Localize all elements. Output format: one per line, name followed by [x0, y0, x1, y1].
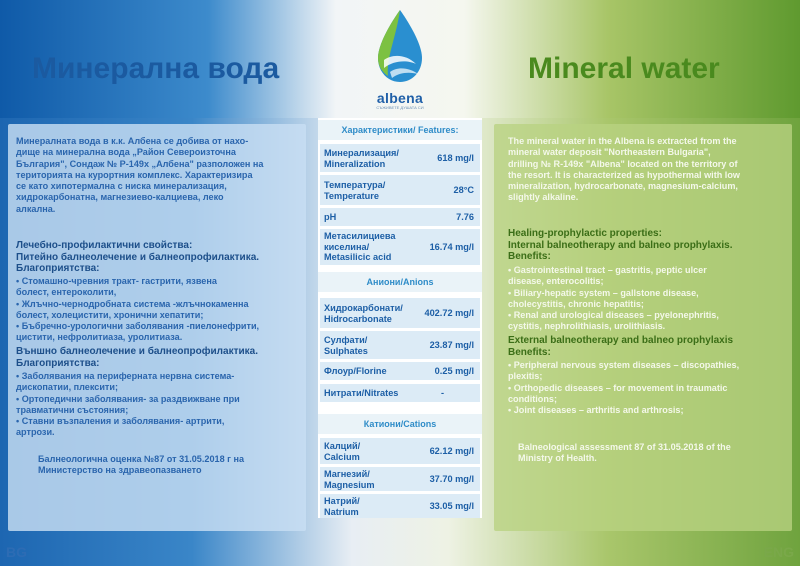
table-row: Флоур/Florine 0.25 mg/l	[320, 362, 480, 380]
table-row: Хидрокарбонати/ Hidrocarbonate 402.72 mg/l	[320, 298, 480, 328]
language-label-bg: BG	[6, 544, 27, 560]
en-list-external: • Peripheral nervous system diseases – discopathies, plexitis; • Orthopedic diseases – for movement in traumatic conditions; • Joint diseases – arthritis and arthrosis;	[508, 360, 740, 416]
language-label-en: ENG	[763, 544, 794, 560]
table-row: Калций/ Calcium 62.12 mg/l	[320, 438, 480, 464]
logo-tagline: СЪЖИВЕТЕ ДУШАТА СИ	[376, 105, 424, 110]
bg-list-external: • Заболявания на периферната нервна система- дископатии, плексити; • Ортопедични заболявания- за раздвижване при травматични състояния; • Ставни възпаления и заболявания- артрити, артрози.	[16, 371, 240, 438]
table-row: Сулфати/ Sulphates 23.87 mg/l	[320, 331, 480, 359]
en-list-internal: • Gastrointestinal tract – gastritis, peptic ulcer disease, enterocolitis; • Biliary-hepatic system – gallstone disease, cholecystitis, chronic hepatitis; • Renal and urological diseases – pyelonephritis, cystitis, nephrolithiasis, urolithiasis.	[508, 265, 719, 332]
table-row: Нитрати/Nitrates -	[320, 384, 480, 402]
logo-text: albena	[376, 90, 424, 106]
title-bg: Минерална вода	[32, 52, 280, 85]
en-assessment: Balneological assessment 87 of 31.05.2018 of the Ministry of Health.	[518, 442, 731, 464]
features-header: Характеристики/ Features:	[318, 120, 482, 140]
cations-header: Катиони/Cations	[318, 414, 482, 434]
bg-list-internal: • Стомашно-чревния тракт- гастрити, язвена болест, ентероколити, • Жлъчно-чернодробната система -жлъчнокаменна болест, холецистити, хронични хепатити; • Бъбречно-урологични заболявания -пиелонефрити, цистити, нефролитиаза, уролитиаза.	[16, 276, 260, 343]
table-row: Метасилициева киселина/ Metasilicic acid 16.74 mg/l	[320, 229, 480, 265]
table-row: pH 7.76	[320, 208, 480, 226]
albena-logo	[364, 8, 436, 112]
bg-heading-external: Външно балнеолечение и балнеопрофилактика. Благоприятства:	[16, 346, 258, 369]
en-heading-internal: Healing-prophylactic properties: Internal balneotherapy and balneo prophylaxis. Benefits:	[508, 228, 733, 263]
table-row: Температура/ Temperature 28°C	[320, 175, 480, 205]
panel-english	[494, 124, 792, 531]
anions-header: Аниони/Anions	[318, 272, 482, 292]
bg-assessment: Балнеологична оценка №87 от 31.05.2018 г на Министерство на здравеопазването	[38, 454, 245, 476]
table-row: Натрий/ Natrium 33.05 mg/l	[320, 494, 480, 518]
bg-heading-internal: Лечебно-профилактични свойства: Питейно балнеолечение и балнеопрофилактика. Благоприятства:	[16, 240, 260, 275]
water-drop-icon	[370, 8, 430, 88]
title-en: Mineral water	[528, 52, 720, 85]
properties-table	[318, 118, 482, 518]
en-heading-external: External balneotherapy and balneo prophylaxis Benefits:	[508, 335, 734, 358]
en-intro: The mineral water in the Albena is extracted from the mineral water deposit "Northeastern Bulgaria", drilling № R-149x "Albena" located on the territory of the resort. It is characterized as hypothermal with low mineralization, hydrocarbonate, magnesium-calcium, slightly alkaline.	[508, 136, 740, 203]
bg-intro: Минералната вода в к.к. Албена се добива от нахо- дище на минерална вода „Район Североизточна България", Сондаж № Р-149х „Албена" разположен на територията на курортния комплекс. Характеризира се като хипотермална с ниска минерализация, хидрокарбонатна, магнезиево-калциева, леко алкална.	[16, 136, 264, 214]
panel-bulgarian	[8, 124, 306, 531]
table-row: Магнезий/ Magnesium 37.70 mg/l	[320, 467, 480, 491]
table-row: Минерализация/ Mineralization 618 mg/l	[320, 144, 480, 172]
